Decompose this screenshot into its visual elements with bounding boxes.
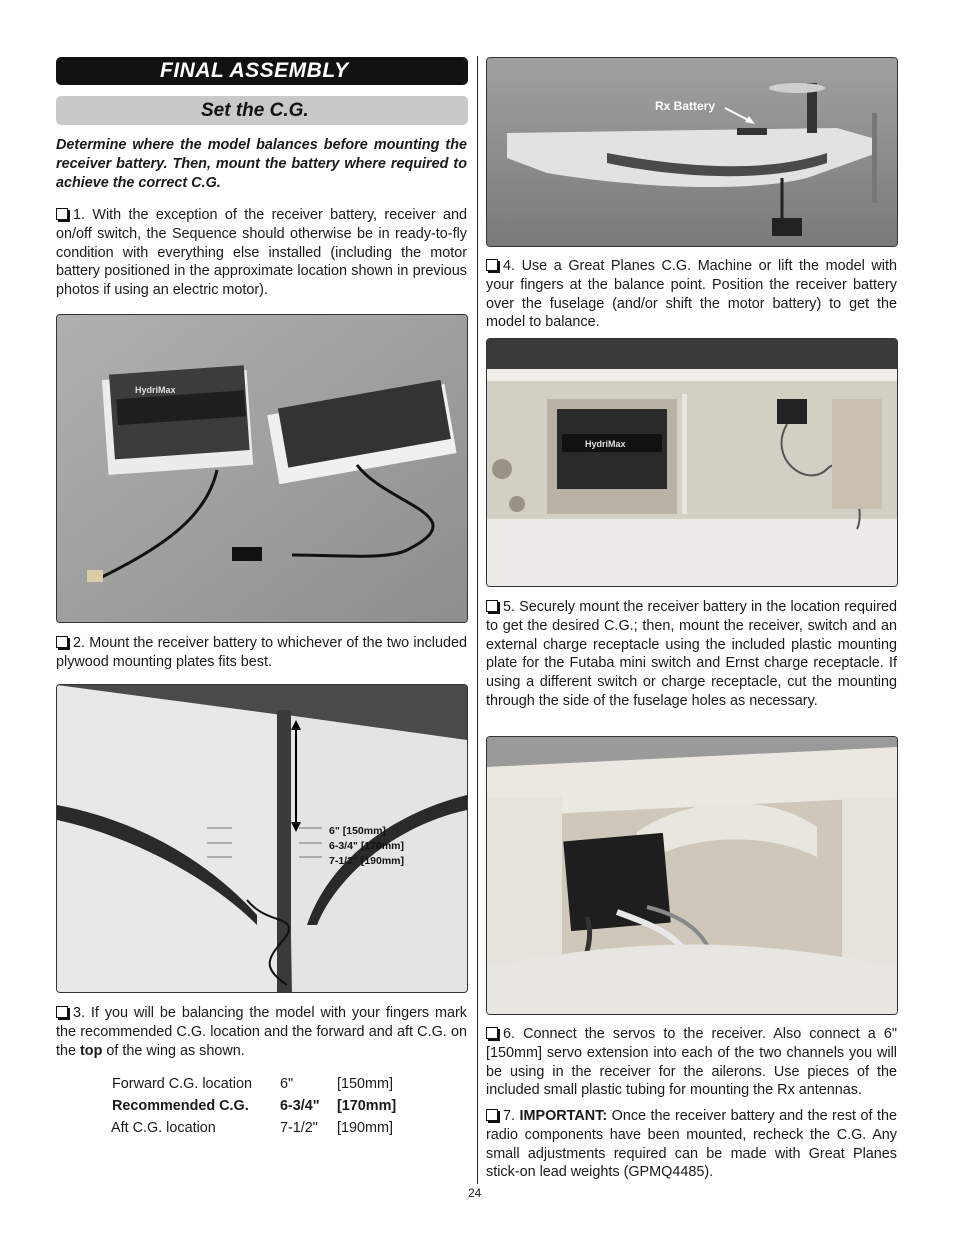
checkbox-icon[interactable] <box>486 259 498 271</box>
step-2-text: 2. Mount the receiver battery to whichever of the two included plywood mounting plates fits best. <box>56 635 467 670</box>
checkbox-icon[interactable] <box>486 1109 498 1121</box>
cg-inch: 6" <box>280 1076 294 1092</box>
section-title-banner: FINAL ASSEMBLY <box>56 57 468 85</box>
photo-plane-rx-battery <box>486 57 898 247</box>
step-7-paragraph <box>486 1107 897 1182</box>
cg-mm: [190mm] <box>337 1120 393 1136</box>
step-3-text-pre: 3. If you will be balancing the model with your fingers mark the recommended C.G. location and the forward and aft C.G. on the <box>56 1005 467 1059</box>
cg-mark-label-1: 6" [150mm] <box>329 825 386 837</box>
photo-receiver-batteries <box>56 314 468 623</box>
step-3-text-bold: top <box>80 1042 103 1059</box>
step-7-text-post: Once the receiver battery and the rest of the radio components have been mounted, recheck the C.G. Any small adjustments required can be made with Great Planes stick-on lead weights (GPMQ4485). <box>486 1108 898 1181</box>
page-number: 24 <box>468 1186 482 1200</box>
photo-battery-installed <box>486 338 898 587</box>
step-7-text-pre: 7. <box>503 1108 520 1124</box>
subsection-title-banner: Set the C.G. <box>56 96 468 125</box>
step-4-text: 4. Use a Great Planes C.G. Machine or lift the model with your fingers at the balance point. Position the receiver battery over the fuselage (and/or shift the motor battery) to get the model to balance. <box>486 258 897 331</box>
step-1-text: 1. With the exception of the receiver battery, receiver and on/off switch, the Sequence should otherwise be in ready-to-fly condition with everything else installed (including the motor battery positioned in the approximate location shown in previous photos if using an electric motor). <box>56 207 467 299</box>
photo-wing-cg-marks <box>56 684 468 993</box>
cg-mm: [170mm] <box>337 1098 397 1114</box>
cg-label: Forward C.G. location <box>112 1076 252 1092</box>
step-7-text-bold: IMPORTANT: <box>519 1108 608 1124</box>
step-4-paragraph <box>486 257 897 332</box>
checkbox-icon[interactable] <box>486 1027 498 1039</box>
checkbox-icon[interactable] <box>486 600 498 612</box>
cg-mark-label-2: 6-3/4" [170mm] <box>329 840 405 852</box>
step-6-text: 6. Connect the servos to the receiver. Also connect a 6" [150mm] servo extension into each of the two channels you will be using in the receiver for the ailerons. Use pieces of the included small plastic tubing for mounting the Rx antennas. <box>486 1026 897 1099</box>
step-6-paragraph <box>486 1025 897 1100</box>
step-3-paragraph <box>56 1004 467 1060</box>
battery-label-text: HydriMax <box>135 385 176 395</box>
cg-mm: [150mm] <box>337 1076 393 1092</box>
step-5-paragraph <box>486 598 897 711</box>
step-3-text-post: of the wing as shown. <box>102 1042 245 1059</box>
cg-inch: 6-3/4" <box>280 1098 320 1114</box>
cg-label: Recommended C.G. <box>112 1098 249 1114</box>
cg-inch: 7-1/2" <box>280 1120 318 1136</box>
rx-battery-callout: Rx Battery <box>655 99 716 113</box>
checkbox-icon[interactable] <box>56 1006 68 1018</box>
intro-paragraph: Determine where the model balances before mounting the receiver battery. Then, mount the battery where required to achieve the correct C.G. <box>56 137 467 191</box>
step-1-paragraph <box>56 206 467 300</box>
checkbox-icon[interactable] <box>56 636 68 648</box>
battery-label-text: HydriMax <box>585 439 626 449</box>
checkbox-icon[interactable] <box>56 208 68 220</box>
cg-label: Aft C.G. location <box>111 1120 216 1136</box>
photo-receiver-installed <box>486 736 898 1015</box>
step-5-text: 5. Securely mount the receiver battery in the location required to get the desired C.G.; then, mount the receiver, switch and an external charge receptacle using the included plastic mounting plate for the Futaba mini switch and Ernst charge receptacle. If using a different switch or charge receptacle, cut the mounting through the side of the fuselage holes as necessary. <box>486 599 897 709</box>
column-divider <box>477 56 478 1184</box>
cg-mark-label-3: 7-1/2" [190mm] <box>329 855 405 867</box>
step-2-paragraph <box>56 634 467 672</box>
